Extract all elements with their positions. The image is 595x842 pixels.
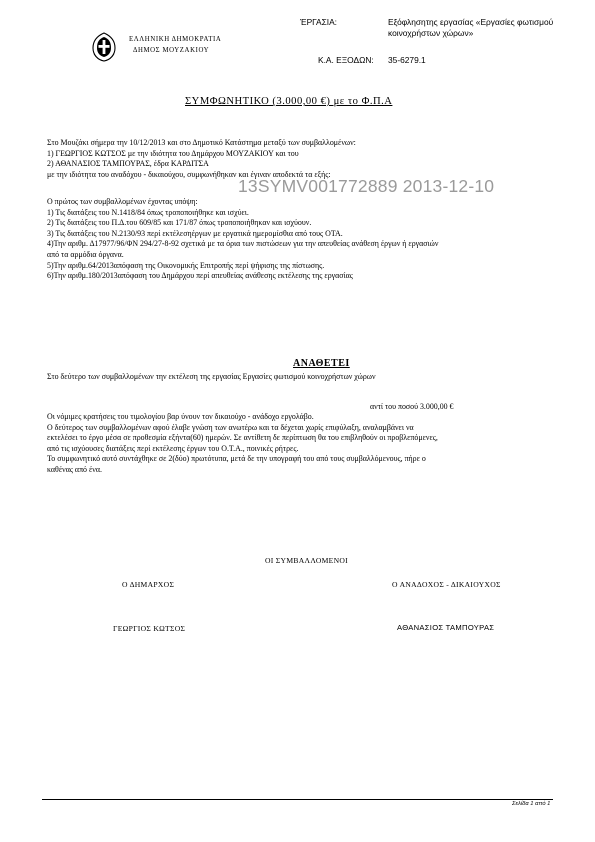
consideration-line: 5)Την αριθμ.64/2013απόφαση της Οικονομικής Επιτροπής περί ψήφισης της πίστωσης.: [47, 260, 325, 270]
assigns-line: Στο δεύτερο των συμβαλλομένων την εκτέλεση της εργασίας Εργασίες φωτισμού κοινοχρήστων χώρων: [47, 372, 376, 381]
intro-line: με την ιδιότητα του αναδόχου - δικαιούχου, συμφωνήθηκαν και έγιναν αποδεκτά τα εξής:: [47, 169, 331, 179]
consideration-line: 2) Τις διατάξεις του Π.Δ.του 609/85 και 171/87 όπως τροποποιήθηκαν και ισχύουν.: [47, 218, 312, 228]
greek-coat-of-arms-icon: [90, 32, 118, 62]
protocol-value: 35-6279.1: [388, 55, 426, 65]
ada-watermark: 13SYMV001772889 2013-12-10: [238, 176, 495, 196]
term-line: Οι νόμιμες κρατήσεις του τιμολογίου βαρ ύνουν τον δικαιούχο - ανάδοχο εργολάβο.: [47, 412, 314, 421]
term-line: εκτελέσει το έργο μέσα σε προθεσμία εξήντα(60) ημερών. Σε αντίθετη δε περίπτωση θα του επιβληθούν οι προβλεπόμενες,: [47, 433, 438, 443]
assigns-heading: ΑΝΑΘΕΤΕΙ: [293, 358, 350, 369]
document-title: ΣΥΜΦΩΝΗΤΙΚΟ (3.000,00 €) με το Φ.Π.Α: [185, 96, 393, 107]
considerations-block: [47, 197, 438, 282]
intro-line: 1) ΓΕΩΡΓΙΟΣ ΚΩΤΣΟΣ με την ιδιότητα του Δημάρχου ΜΟΥΖΑΚΙΟΥ και του: [47, 148, 299, 158]
terms-block: [47, 412, 438, 476]
protocol-label: Κ.Α. ΕΞΟΔΩΝ:: [318, 55, 374, 65]
mayor-name: ΓΕΩΡΓΙΟΣ ΚΩΤΣΟΣ: [113, 624, 186, 633]
consideration-line: από τα αρμόδια όργανα.: [47, 249, 124, 259]
republic-label: ΕΛΛΗΝΙΚΗ ΔΗΜΟΚΡΑΤΙΑ: [129, 36, 222, 43]
consideration-line: 1) Τις διατάξεις του Ν.1418/84 όπως τροποποιήθηκε και ισχύει.: [47, 207, 249, 217]
contractor-role: Ο ΑΝΑΔΟΧΟΣ - ΔΙΚΑΙΟΥΧΟΣ: [392, 580, 501, 589]
footer-divider: [42, 799, 553, 800]
consideration-line: 6)Την αριθμ.180/2013απόφαση του Δημάρχου περί απευθείας ανάθεσης εκτέλεσης της εργασίας: [47, 271, 353, 281]
mayor-role: Ο ΔΗΜΑΡΧΟΣ: [122, 580, 175, 589]
contractor-name: ΑΘΑΝΑΣΙΟΣ ΤΑΜΠΟΥΡΑΣ: [397, 623, 495, 632]
term-line: καθένας από ένα.: [47, 464, 102, 474]
work-value-line2: κοινοχρήστων χώρων»: [388, 28, 474, 38]
work-value-line1: Εξόφλησητης εργασίας «Εργασίες φωτισμού: [388, 17, 554, 27]
page-number: Σελίδα 1 από 1: [512, 801, 551, 807]
consideration-line: Ο πρώτος των συμβαλλομένων έχοντας υπόψη:: [47, 197, 198, 206]
term-line: Ο δεύτερος των συμβαλλομένων αφού έλαβε γνώση των ανωτέρω και τα δέχεται χωρίς επιφύλαξη, αναλαμβάνει να: [47, 422, 414, 432]
intro-line: 2) ΑΘΑΝΑΣΙΟΣ ΤΑΜΠΟΥΡΑΣ, έδρα ΚΑΡΔΙΤΣΑ: [47, 159, 209, 169]
consideration-line: 3) Τις διατάξεις του Ν.2130/93 περί εκτέλεσηέργων με εργατικά ημερομίσθια από τους ΟΤΑ.: [47, 228, 343, 238]
contract-amount: αντί του ποσού 3.000,00 €: [370, 402, 454, 411]
work-label: ΈΡΓΑΣΙΑ:: [300, 17, 337, 27]
intro-line: Στο Μουζάκι σήμερα την 10/12/2013 και στο Δημοτικό Κατάστημα μεταξύ των συμβαλλομένων:: [47, 138, 356, 147]
term-line: Το συμφωνητικό αυτό συντάχθηκε σε 2(δύο) πρωτότυπα, μετά δε την υπογραφή του από τους συμβαλλόμενους, πήρε ο: [47, 454, 426, 464]
term-line: από τις ισχύουσες διατάξεις περί εκτέλεσης έργων του Ο.Τ.Α., ποινικές ρήτρες.: [47, 443, 299, 453]
municipality-label: ΔΗΜΟΣ ΜΟΥΖΑΚΙΟΥ: [133, 47, 210, 54]
consideration-line: 4)Την αριθμ. Δ17977/96/ΦΝ 294/27-8-92 σχετικά με τα όρια των πιστώσεων για την απευθείας ανάθεση έργων ή εργασιών: [47, 239, 439, 249]
intro-block: [47, 138, 356, 180]
parties-heading: ΟΙ ΣΥΜΒΑΛΛΟΜΕΝΟΙ: [265, 556, 348, 565]
